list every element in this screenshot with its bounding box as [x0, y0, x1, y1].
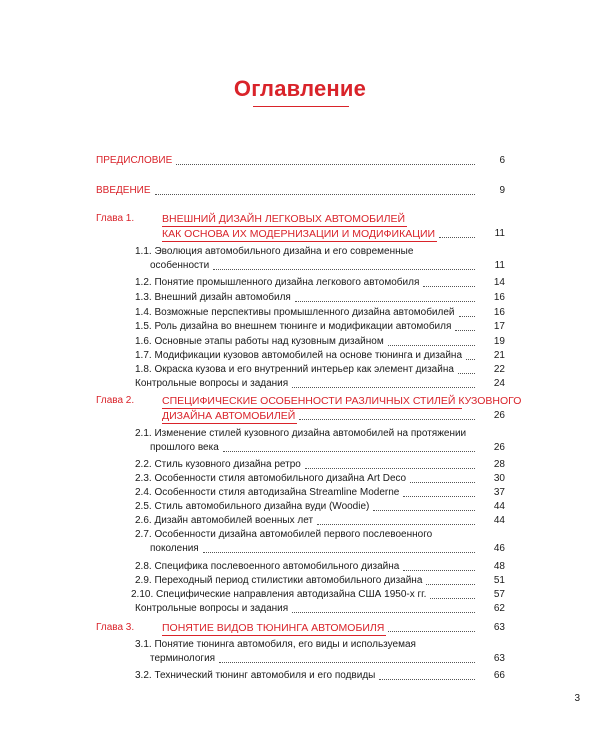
- chapter-label: Глава 2.: [96, 395, 135, 406]
- entry-page-number: 28: [493, 459, 505, 470]
- entry-text: Контрольные вопросы и задания: [135, 378, 289, 389]
- chapter-heading-rule: [162, 635, 386, 636]
- entry-text: 1.3. Внешний дизайн автомобиля: [135, 292, 291, 303]
- dot-leader: [423, 285, 475, 287]
- entry-text: ПРЕДИСЛОВИЕ: [96, 155, 173, 166]
- entry-page-number: 48: [493, 561, 505, 572]
- entry-text: 1.1. Эволюция автомобильного дизайна и его современные: [135, 246, 414, 257]
- entry-page-number: 44: [493, 515, 505, 526]
- entry-text: 2.9. Переходный период стилистики автомобильного дизайна: [135, 575, 423, 586]
- dot-leader: [455, 329, 475, 331]
- dot-leader: [213, 268, 475, 270]
- entry-text: 2.4. Особенности стиля автодизайна Streamline Moderne: [135, 487, 400, 498]
- entry-text: 1.4. Возможные перспективы промышленного дизайна автомобилей: [135, 307, 455, 318]
- dot-leader: [410, 481, 475, 483]
- dot-leader: [292, 611, 475, 613]
- entry-text: ПОНЯТИЕ ВИДОВ ТЮНИНГА АВТОМОБИЛЯ: [162, 622, 385, 634]
- entry-page-number: 44: [493, 501, 505, 512]
- entry-page-number: 6: [499, 155, 505, 166]
- entry-text: 1.2. Понятие промышленного дизайна легкового автомобиля: [135, 277, 420, 288]
- entry-page-number: 30: [493, 473, 505, 484]
- title-underline: [253, 106, 349, 107]
- entry-page-number: 21: [493, 350, 505, 361]
- entry-page-number: 26: [493, 410, 505, 421]
- dot-leader: [458, 372, 475, 374]
- chapter-heading-rule: [162, 226, 407, 227]
- dot-leader: [439, 236, 475, 238]
- entry-page-number: 11: [494, 260, 505, 271]
- dot-leader: [379, 678, 475, 680]
- entry-text: ВВЕДЕНИЕ: [96, 185, 151, 196]
- entry-text: ДИЗАЙНА АВТОМОБИЛЕЙ: [162, 410, 296, 422]
- dot-leader: [426, 583, 475, 585]
- entry-text: 2.6. Дизайн автомобилей военных лет: [135, 515, 314, 526]
- entry-page-number: 46: [493, 543, 505, 554]
- entry-page-number: 37: [493, 487, 505, 498]
- dot-leader: [459, 315, 476, 317]
- dot-leader: [223, 450, 475, 452]
- entry-text: 2.10. Специфические направления автодизайна США 1950-х гг.: [131, 589, 427, 600]
- dot-leader: [292, 386, 475, 388]
- entry-text: СПЕЦИФИЧЕСКИЕ ОСОБЕННОСТИ РАЗЛИЧНЫХ СТИЛЕЙ КУЗОВНОГО: [162, 395, 522, 407]
- dot-leader: [466, 358, 475, 360]
- chapter-label: Глава 1.: [96, 213, 135, 224]
- dot-leader: [388, 344, 475, 346]
- entry-text: 2.5. Стиль автомобильного дизайна вуди (Woodie): [135, 501, 370, 512]
- entry-page-number: 11: [494, 228, 505, 239]
- dot-leader: [305, 467, 475, 469]
- dot-leader: [388, 630, 475, 632]
- entry-page-number: 66: [493, 670, 505, 681]
- dot-leader: [299, 418, 475, 420]
- dot-leader: [176, 163, 475, 165]
- chapter-heading-rule: [162, 408, 462, 409]
- entry-page-number: 16: [493, 307, 505, 318]
- dot-leader: [203, 551, 475, 553]
- entry-page-number: 19: [493, 336, 505, 347]
- entry-text: 2.1. Изменение стилей кузовного дизайна автомобилей на протяжении: [135, 428, 467, 439]
- entry-text: 3.2. Технический тюнинг автомобиля и его подвиды: [135, 670, 376, 681]
- dot-leader: [403, 569, 475, 571]
- entry-page-number: 17: [493, 321, 505, 332]
- dot-leader: [219, 661, 475, 663]
- entry-page-number: 16: [493, 292, 505, 303]
- entry-page-number: 26: [493, 442, 505, 453]
- dot-leader: [155, 193, 475, 195]
- page-title: Оглавление: [233, 76, 367, 101]
- entry-text: 1.7. Модификации кузовов автомобилей на основе тюнинга и дизайна: [135, 350, 463, 361]
- entry-text: 1.6. Основные этапы работы над кузовным дизайном: [135, 336, 384, 347]
- entry-page-number: 57: [493, 589, 505, 600]
- entry-page-number: 63: [493, 653, 505, 664]
- dot-leader: [403, 495, 475, 497]
- dot-leader: [373, 509, 475, 511]
- entry-text: 1.5. Роль дизайна во внешнем тюнинге и модификации автомобиля: [135, 321, 452, 332]
- entry-text: 1.8. Окраска кузова и его внутренний интерьер как элемент дизайна: [135, 364, 454, 375]
- entry-text: 3.1. Понятие тюнинга автомобиля, его виды и используемая: [135, 639, 416, 650]
- entry-text: 2.2. Стиль кузовного дизайна ретро: [135, 459, 301, 470]
- chapter-label: Глава 3.: [96, 622, 135, 633]
- entry-page-number: 62: [493, 603, 505, 614]
- entry-page-number: 63: [493, 622, 505, 633]
- entry-page-number: 51: [493, 575, 505, 586]
- entry-text: ВНЕШНИЙ ДИЗАЙН ЛЕГКОВЫХ АВТОМОБИЛЕЙ: [162, 213, 406, 225]
- entry-page-number: 9: [499, 185, 505, 196]
- entry-text: 2.7. Особенности дизайна автомобилей первого послевоенного: [135, 529, 433, 540]
- entry-page-number: 22: [493, 364, 505, 375]
- entry-text: терминология: [150, 653, 216, 664]
- dot-leader: [430, 597, 475, 599]
- entry-text: Контрольные вопросы и задания: [135, 603, 289, 614]
- entry-text: 2.3. Особенности стиля автомобильного дизайна Art Deco: [135, 473, 407, 484]
- entry-text: 2.8. Специфика послевоенного автомобильного дизайна: [135, 561, 400, 572]
- entry-text: прошлого века: [150, 442, 219, 453]
- entry-page-number: 14: [493, 277, 505, 288]
- entry-text: КАК ОСНОВА ИХ МОДЕРНИЗАЦИИ И МОДИФИКАЦИИ: [162, 228, 436, 240]
- dot-leader: [295, 300, 475, 302]
- page-number: 3: [574, 693, 580, 704]
- entry-text: особенности: [150, 260, 210, 271]
- dot-leader: [317, 523, 475, 525]
- chapter-heading-rule: [162, 423, 297, 424]
- entry-page-number: 24: [493, 378, 505, 389]
- entry-text: поколения: [150, 543, 199, 554]
- chapter-heading-rule: [162, 241, 437, 242]
